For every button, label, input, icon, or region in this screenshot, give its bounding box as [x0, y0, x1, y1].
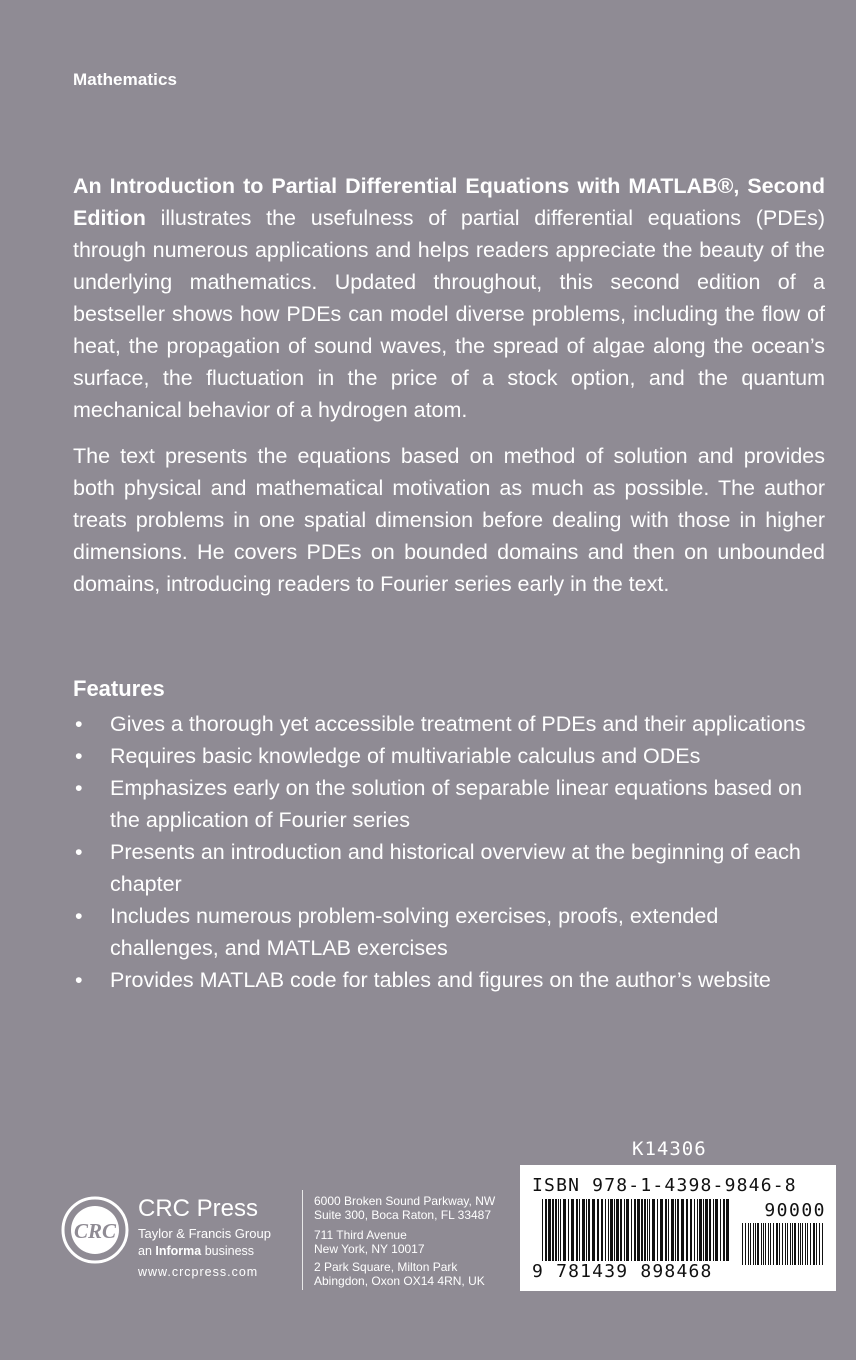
- description-paragraph-2: The text presents the equations based on method of solution and provides both physical and mathematical motivation as much as possible. The author treats problems in one spatial dimension before dealing with those in higher dimensions. He covers PDEs on bounded domains and then on unbounded domains, introducing readers to Fourier series early in the text.: [73, 444, 825, 596]
- barcode-bar: [614, 1199, 615, 1261]
- description-paragraph-1: [73, 170, 825, 426]
- barcode-bar: [713, 1199, 714, 1261]
- barcode-bar: [608, 1199, 609, 1261]
- barcode-bar: [626, 1199, 629, 1261]
- barcode-bar: [768, 1223, 769, 1265]
- barcode-bar: [605, 1199, 606, 1261]
- feature-item: • Gives a thorough yet accessible treatment of PDEs and their applications: [73, 708, 825, 740]
- barcode-bar: [770, 1223, 771, 1265]
- crc-logo-text: CRC: [73, 1219, 117, 1243]
- barcode-bar: [822, 1223, 823, 1265]
- barcode-bar: [641, 1199, 643, 1261]
- barcode-bar: [652, 1199, 655, 1261]
- barcode-bar: [819, 1223, 820, 1265]
- barcode-bar: [787, 1223, 788, 1265]
- barcode-bar: [582, 1199, 585, 1261]
- barcode-bar: [794, 1223, 796, 1265]
- barcode-bar: [542, 1199, 543, 1261]
- barcode-bar: [576, 1199, 578, 1261]
- feature-item: • Requires basic knowledge of multivariable calculus and ODEs: [73, 740, 825, 772]
- barcode-bar: [782, 1223, 783, 1265]
- barcode-bar: [757, 1223, 759, 1265]
- barcode-bar: [790, 1223, 791, 1265]
- barcode-bar: [610, 1199, 613, 1261]
- barcode-bar: [816, 1223, 817, 1265]
- barcode-bar: [709, 1199, 711, 1261]
- barcode-bar: [723, 1199, 725, 1261]
- barcode-bar: [705, 1199, 708, 1261]
- barcode-bar: [597, 1199, 599, 1261]
- barcode-bar: [686, 1199, 688, 1261]
- barcode-bar: [675, 1199, 676, 1261]
- book-title: An Introduction to Partial Differential Equations with MATLAB®, Second Edition: [73, 174, 825, 230]
- barcode-bar: [647, 1199, 648, 1261]
- address-abingdon: 2 Park Square, Milton Park Abingdon, Oxon OX14 4RN, UK: [314, 1260, 485, 1288]
- barcode-bar: [671, 1199, 674, 1261]
- barcode-bar: [805, 1223, 806, 1265]
- barcode-bar: [592, 1199, 595, 1261]
- bullet-icon: •: [75, 968, 83, 992]
- features-list: [73, 708, 825, 996]
- features-heading: Features: [73, 676, 165, 701]
- barcode-bar: [761, 1223, 762, 1265]
- barcode-bar: [649, 1199, 650, 1261]
- barcode-bar: [560, 1199, 561, 1261]
- barcode-bar: [694, 1199, 695, 1261]
- barcode-bar: [802, 1223, 803, 1265]
- crc-logo-icon: [60, 1195, 130, 1265]
- address-boca-raton: 6000 Broken Sound Parkway, NW Suite 300, Boca Raton, FL 33487: [314, 1194, 496, 1222]
- barcode-bar: [690, 1199, 692, 1261]
- barcode-bar: [792, 1223, 793, 1265]
- barcode-bar: [665, 1199, 667, 1261]
- barcode-bar: [588, 1199, 590, 1261]
- barcode-bar: [601, 1199, 603, 1261]
- description-blurb: [73, 170, 825, 614]
- bullet-icon: •: [75, 712, 83, 736]
- barcode-bar: [779, 1223, 780, 1265]
- ean-number: 9 781439 898468: [532, 1261, 713, 1282]
- feature-item: • Emphasizes early on the solution of separable linear equations based on the application of Fourier series: [73, 772, 825, 836]
- bullet-icon: •: [75, 840, 83, 864]
- barcode-bar: [765, 1223, 766, 1265]
- barcode-bar: [624, 1199, 625, 1261]
- publisher-name: CRC Press: [138, 1195, 259, 1222]
- feature-item: • Presents an introduction and historical overview at the beginning of each chapter: [73, 836, 825, 900]
- barcode-bar: [571, 1199, 574, 1261]
- barcode-bar: [773, 1223, 774, 1265]
- barcode-bar: [699, 1199, 702, 1261]
- catalog-code: K14306: [632, 1138, 707, 1160]
- barcode-bar: [763, 1223, 764, 1265]
- barcode-bar: [545, 1199, 547, 1261]
- price-code: 90000: [764, 1200, 826, 1221]
- barcode-bar: [800, 1223, 801, 1265]
- barcode-bar: [579, 1199, 580, 1261]
- bullet-icon: •: [75, 744, 83, 768]
- barcode-bar: [668, 1199, 669, 1261]
- barcode-bar: [563, 1199, 566, 1261]
- barcode-bar: [677, 1199, 679, 1261]
- barcode-bar: [748, 1223, 749, 1265]
- barcode-bar: [753, 1223, 754, 1265]
- barcode-bar: [726, 1199, 729, 1261]
- barcode-bar: [750, 1223, 751, 1265]
- barcode-bar: [568, 1199, 569, 1261]
- barcode-bar: [657, 1199, 658, 1261]
- barcode-bar: [807, 1223, 808, 1265]
- address-new-york: 711 Third Avenue New York, NY 10017: [314, 1228, 425, 1256]
- publisher-business: an Informa business: [138, 1244, 255, 1258]
- feature-item: • Provides MATLAB code for tables and figures on the author’s website: [73, 964, 825, 996]
- barcode-bar: [558, 1199, 559, 1261]
- category-label: Mathematics: [73, 70, 178, 89]
- barcode-bar: [720, 1199, 721, 1261]
- isbn-barcode-box: [520, 1165, 836, 1291]
- barcode-bar: [586, 1199, 587, 1261]
- barcode-bar: [755, 1223, 756, 1265]
- barcode-bar: [785, 1223, 786, 1265]
- barcode-bar: [703, 1199, 704, 1261]
- barcode-bar: [634, 1199, 636, 1261]
- bullet-icon: •: [75, 904, 83, 928]
- bullet-icon: •: [75, 776, 83, 800]
- barcode-bar: [631, 1199, 632, 1261]
- publisher-group: Taylor & Francis Group: [138, 1226, 271, 1241]
- divider: [302, 1190, 303, 1290]
- barcode-bar: [697, 1199, 698, 1261]
- barcode-bar: [715, 1199, 718, 1261]
- barcode-bar: [813, 1223, 815, 1265]
- barcode-bar: [616, 1199, 619, 1261]
- barcode-bar: [798, 1223, 799, 1265]
- barcode-bar: [637, 1199, 640, 1261]
- barcode-bar: [776, 1223, 778, 1265]
- barcode-bar: [660, 1199, 663, 1261]
- barcode-bar: [644, 1199, 646, 1261]
- barcode-bar: [620, 1199, 622, 1261]
- addon-barcode-icon: [742, 1223, 826, 1265]
- barcode-bar: [555, 1199, 557, 1261]
- barcode-bar: [552, 1199, 554, 1261]
- description-paragraph-1-text: illustrates the usefulness of partial differential equations (PDEs) through numerous applications and helps readers appreciate the beauty of the underlying mathematics. Updated throughout, this second edition of a bestseller shows how PDEs can model diverse problems, including the flow of heat, the propagation of sound waves, the spread of algae along the ocean’s surface, the fluctuation in the price of a stock option, and the quantum mechanical behavior of a hydrogen atom.: [73, 206, 825, 422]
- feature-item: • Includes numerous problem-solving exercises, proofs, extended challenges, and MATLAB exercises: [73, 900, 825, 964]
- publisher-website: www.crcpress.com: [138, 1265, 259, 1279]
- barcode-bar: [681, 1199, 684, 1261]
- barcode-bar: [742, 1223, 743, 1265]
- barcode-bar: [810, 1223, 811, 1265]
- barcode-bar: [548, 1199, 551, 1261]
- barcode-bar: [745, 1223, 746, 1265]
- barcode-icon: [542, 1199, 732, 1261]
- isbn-number: ISBN 978-1-4398-9846-8: [532, 1175, 797, 1196]
